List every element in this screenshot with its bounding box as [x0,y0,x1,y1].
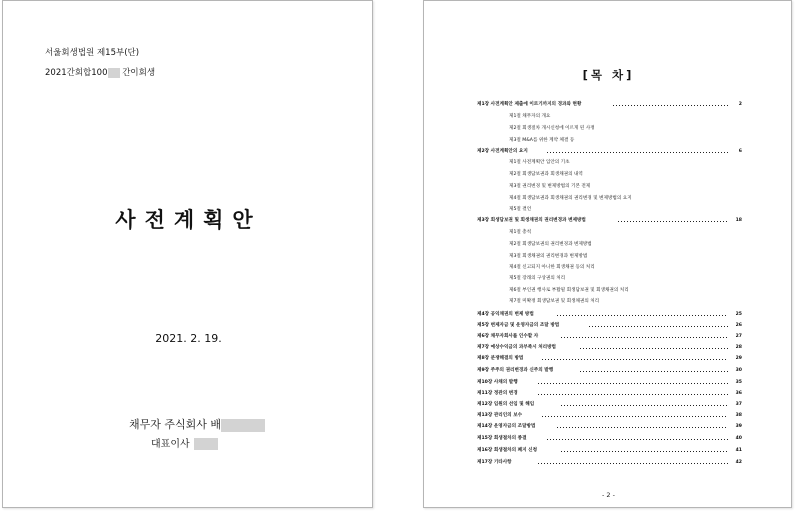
toc-leader-dots [537,390,728,398]
toc-page-ref: 42 [735,460,742,465]
toc-section-entry [509,206,742,214]
toc-section-entry [509,275,742,283]
toc-entry-label: 제3절 권리변경 및 변제방법의 기본 전제 [509,184,591,189]
toc-entry-label: 제1절 채무자의 개요 [509,114,551,119]
toc-entry-label: 제5장 변제자금 및 운영자금의 조달 방법 [477,323,560,328]
case-type: 간이회생 [122,68,156,78]
toc-page-ref: 27 [735,334,742,339]
toc-entry-label: 제14장 운영자금의 조달방법 [477,424,536,429]
document-date: 2021. 2. 19. [155,332,222,345]
toc-page [423,0,792,508]
document-title: 사전계획안 [115,208,262,232]
debtor-name [129,416,265,432]
toc-leader-dots [546,435,728,443]
toc-entry-label: 제2절 회생절차 개시신청에 이르게 된 사정 [509,126,595,131]
toc-entry-label: 제1절 사전계획안 입안의 기초 [509,160,570,165]
toc-page-ref: 6 [738,149,742,154]
toc-leader-dots [541,412,728,420]
toc-chapter-entry [477,459,742,467]
toc-entry-label: 제12장 임원의 선임 및 해임 [477,402,535,407]
toc-chapter-entry [477,390,742,398]
toc-leader-dots [556,423,729,431]
case-number-prefix: 2021간회합100 [45,68,108,78]
cover-page [2,0,373,508]
toc-entry-label: 제2절 회생담보권의 권리변경과 변제방법 [509,242,592,247]
toc-section-entry [509,195,742,203]
toc-page-ref: 38 [735,413,742,418]
toc-entry-label: 제11장 정관의 변경 [477,391,518,396]
toc-entry-label: 제3장 회생담보권 및 회생채권의 권리변경과 변제방법 [477,218,586,223]
toc-entry-label: 제7절 미확정 회생담보권 및 회생채권의 처리 [509,299,600,304]
toc-page-ref: 36 [735,391,742,396]
toc-page-ref: 39 [735,424,742,429]
toc-entry-label: 제2절 회생담보권과 회생채권의 내역 [509,172,583,177]
toc-chapter-entry [477,148,742,156]
toc-section-entry [509,229,742,237]
toc-leader-dots [537,379,728,387]
toc-section-entry [509,183,742,191]
representative-label: 대표이사 [151,439,190,450]
redaction-mask [194,438,218,450]
toc-leader-dots [541,355,728,363]
toc-page-ref: 30 [735,368,742,373]
toc-section-entry [509,137,742,145]
toc-chapter-entry [477,435,742,443]
toc-chapter-entry [477,367,742,375]
toc-entry-label: 제5절 결언 [509,207,532,212]
toc-leader-dots [579,367,728,375]
toc-entry-label: 제6절 부인권 행사로 부활될 회생담보권 및 회생채권의 처리 [509,288,629,293]
toc-section-entry [509,159,742,167]
toc-entry-label: 제9장 주주의 권리변경과 신주의 발행 [477,368,554,373]
toc-page-ref: 25 [735,312,742,317]
toc-chapter-entry [477,412,742,420]
toc-entry-label: 제8장 분쟁해결의 방법 [477,356,524,361]
redaction-mask [221,419,265,432]
toc-section-entry [509,113,742,121]
toc-chapter-entry [477,423,742,431]
toc-page-ref: 35 [735,380,742,385]
toc-section-entry [509,298,742,306]
representative [151,435,218,450]
toc-chapter-entry [477,217,742,225]
toc-leader-dots [546,148,728,156]
toc-chapter-entry [477,333,742,341]
toc-leader-dots [560,447,728,455]
toc-section-entry [509,264,742,272]
toc-page-ref: 26 [735,323,742,328]
toc-leader-dots [556,311,729,319]
toc-chapter-entry [477,379,742,387]
toc-chapter-entry [477,311,742,319]
toc-entry-label: 제5절 장래의 구상권의 처리 [509,276,566,281]
toc-entry-label: 제3절 회생채권의 권리변경과 변제방법 [509,254,588,259]
toc-section-entry [509,241,742,249]
toc-leader-dots [560,401,728,409]
case-number [45,66,155,78]
toc-leader-dots [537,459,728,467]
toc-section-entry [509,287,742,295]
toc-entry-label: 제16장 회생절차의 폐지 신청 [477,448,538,453]
redaction-mask [108,68,120,78]
toc-entry-label: 제1절 총칙 [509,230,532,235]
toc-entry-label: 제4장 공익채권의 변제 방법 [477,312,534,317]
toc-entry-label: 제13장 관리인의 보수 [477,413,523,418]
toc-page-ref: 37 [735,402,742,407]
toc-entry-label: 제3절 M&A를 위한 계약 체결 등 [509,138,575,143]
toc-entry-label: 제6장 채무자회사를 인수할 자 [477,334,539,339]
toc-entry-label: 제4절 회생담보권과 회생채권의 권리변경 및 변제방법의 요지 [509,196,632,201]
toc-chapter-entry [477,101,742,109]
toc-section-entry [509,171,742,179]
toc-entry-label: 제7장 예상수익금의 과부족시 처리방법 [477,345,556,350]
toc-chapter-entry [477,447,742,455]
toc-entry-label: 제17장 기타사항 [477,460,512,465]
toc-leader-dots [588,322,728,330]
toc-heading: [목 차] [582,68,635,82]
toc-section-entry [509,125,742,133]
toc-chapter-entry [477,401,742,409]
toc-leader-dots [579,344,728,352]
toc-entry-label: 제1장 사전계획안 제출에 이르기까지의 경과와 현황 [477,102,582,107]
toc-leader-dots [560,333,728,341]
toc-page-ref: 40 [735,436,742,441]
toc-entry-label: 제4절 신고되지 아니한 회생채권 등의 처리 [509,265,595,270]
toc-entry-label: 제15장 회생절차의 종결 [477,436,527,441]
toc-page-ref: 18 [735,218,742,223]
court-name: 서울회생법원 제15부(단) [45,48,140,58]
toc-chapter-entry [477,322,742,330]
debtor-label: 채무자 주식회사 배 [129,418,222,431]
page-number: - 2 - [602,491,615,499]
toc-chapter-entry [477,344,742,352]
toc-entry-label: 제2장 사전계획안의 요지 [477,149,528,154]
toc-section-entry [509,253,742,261]
toc-leader-dots [617,217,728,225]
toc-page-ref: 29 [735,356,742,361]
toc-page-ref: 41 [735,448,742,453]
toc-page-ref: 28 [735,345,742,350]
toc-leader-dots [612,101,728,109]
toc-chapter-entry [477,355,742,363]
toc-entry-label: 제10장 사채의 발행 [477,380,518,385]
toc-page-ref: 2 [738,102,742,107]
